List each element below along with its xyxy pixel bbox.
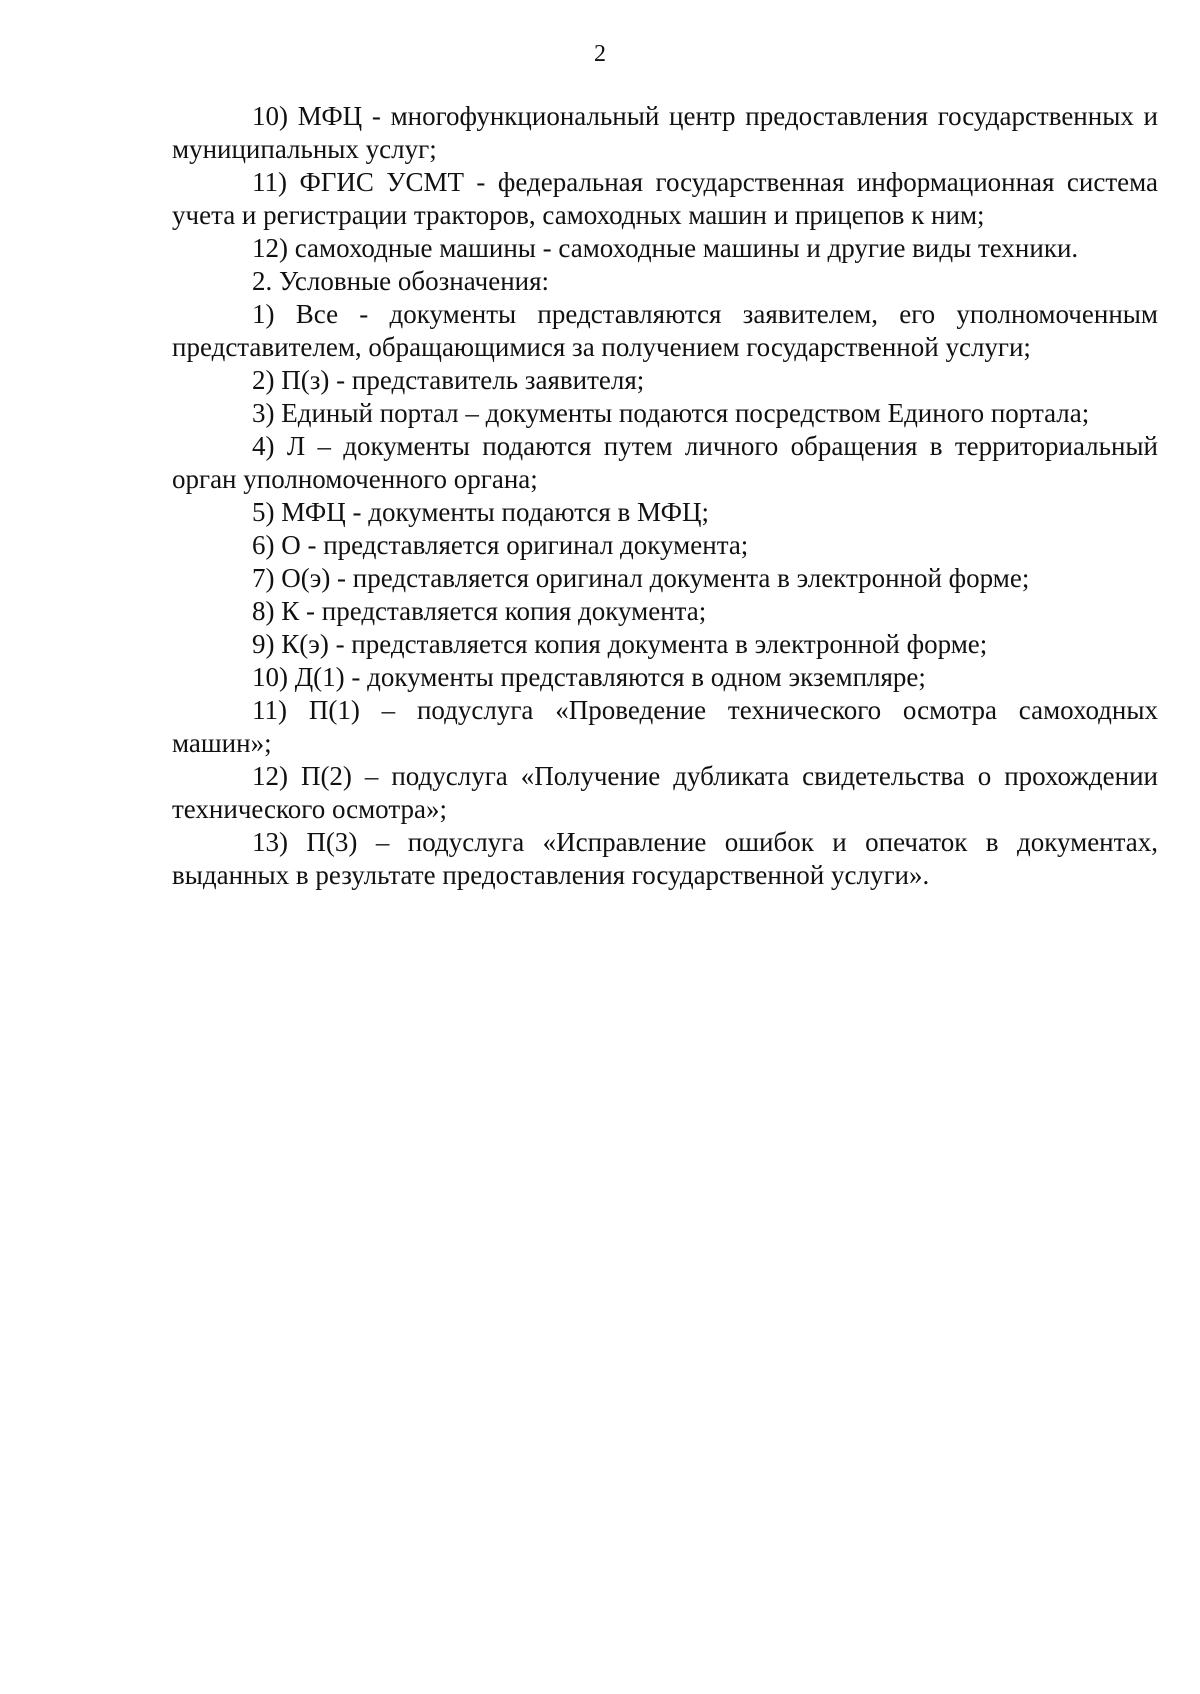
- legend-item-10: 10) Д(1) - документы представляются в одном экземпляре;: [252, 662, 926, 692]
- legend-item-1: 1) Все - документы представляются заявителем, его уполномоченным представителем, обращающимися за получением государственной услуги;: [172, 299, 1158, 362]
- legend-item-13: 13) П(3) – подуслуга «Исправление ошибок и опечаток в документах, выданных в результате предоставления государственной услуги».: [172, 827, 1158, 890]
- legend-item-11: 11) П(1) – подуслуга «Проведение технического осмотра самоходных машин»;: [172, 695, 1158, 758]
- legend-item-9: 9) К(э) - представляется копия документа в электронной форме;: [252, 629, 988, 659]
- legend-item-2: 2) П(з) - представитель заявителя;: [252, 365, 645, 395]
- definition-item-11: 11) ФГИС УСМТ - федеральная государственная информационная система учета и регистрации тракторов, самоходных машин и прицепов к ним;: [172, 167, 1158, 230]
- legend-item-12: 12) П(2) – подуслуга «Получение дубликата свидетельства о прохождении технического осмотра»;: [172, 761, 1158, 824]
- page-number: 2: [594, 41, 606, 67]
- section-heading-2: 2. Условные обозначения:: [252, 266, 550, 296]
- legend-item-7: 7) О(э) - представляется оригинал документа в электронной форме;: [252, 563, 1030, 593]
- definition-item-10: 10) МФЦ - многофункциональный центр предоставления государственных и муниципальных услуг;: [172, 101, 1158, 164]
- legend-item-8: 8) К - представляется копия документа;: [252, 596, 707, 626]
- legend-item-3: 3) Единый портал – документы подаются посредством Единого портала;: [252, 398, 1090, 428]
- definition-item-12: 12) самоходные машины - самоходные машины и другие виды техники.: [252, 233, 1079, 263]
- legend-item-5: 5) МФЦ - документы подаются в МФЦ;: [252, 497, 710, 527]
- document-body: [172, 100, 1158, 892]
- legend-item-6: 6) О - представляется оригинал документа;: [252, 530, 749, 560]
- legend-item-4: 4) Л – документы подаются путем личного обращения в территориальный орган уполномоченного органа;: [172, 431, 1158, 494]
